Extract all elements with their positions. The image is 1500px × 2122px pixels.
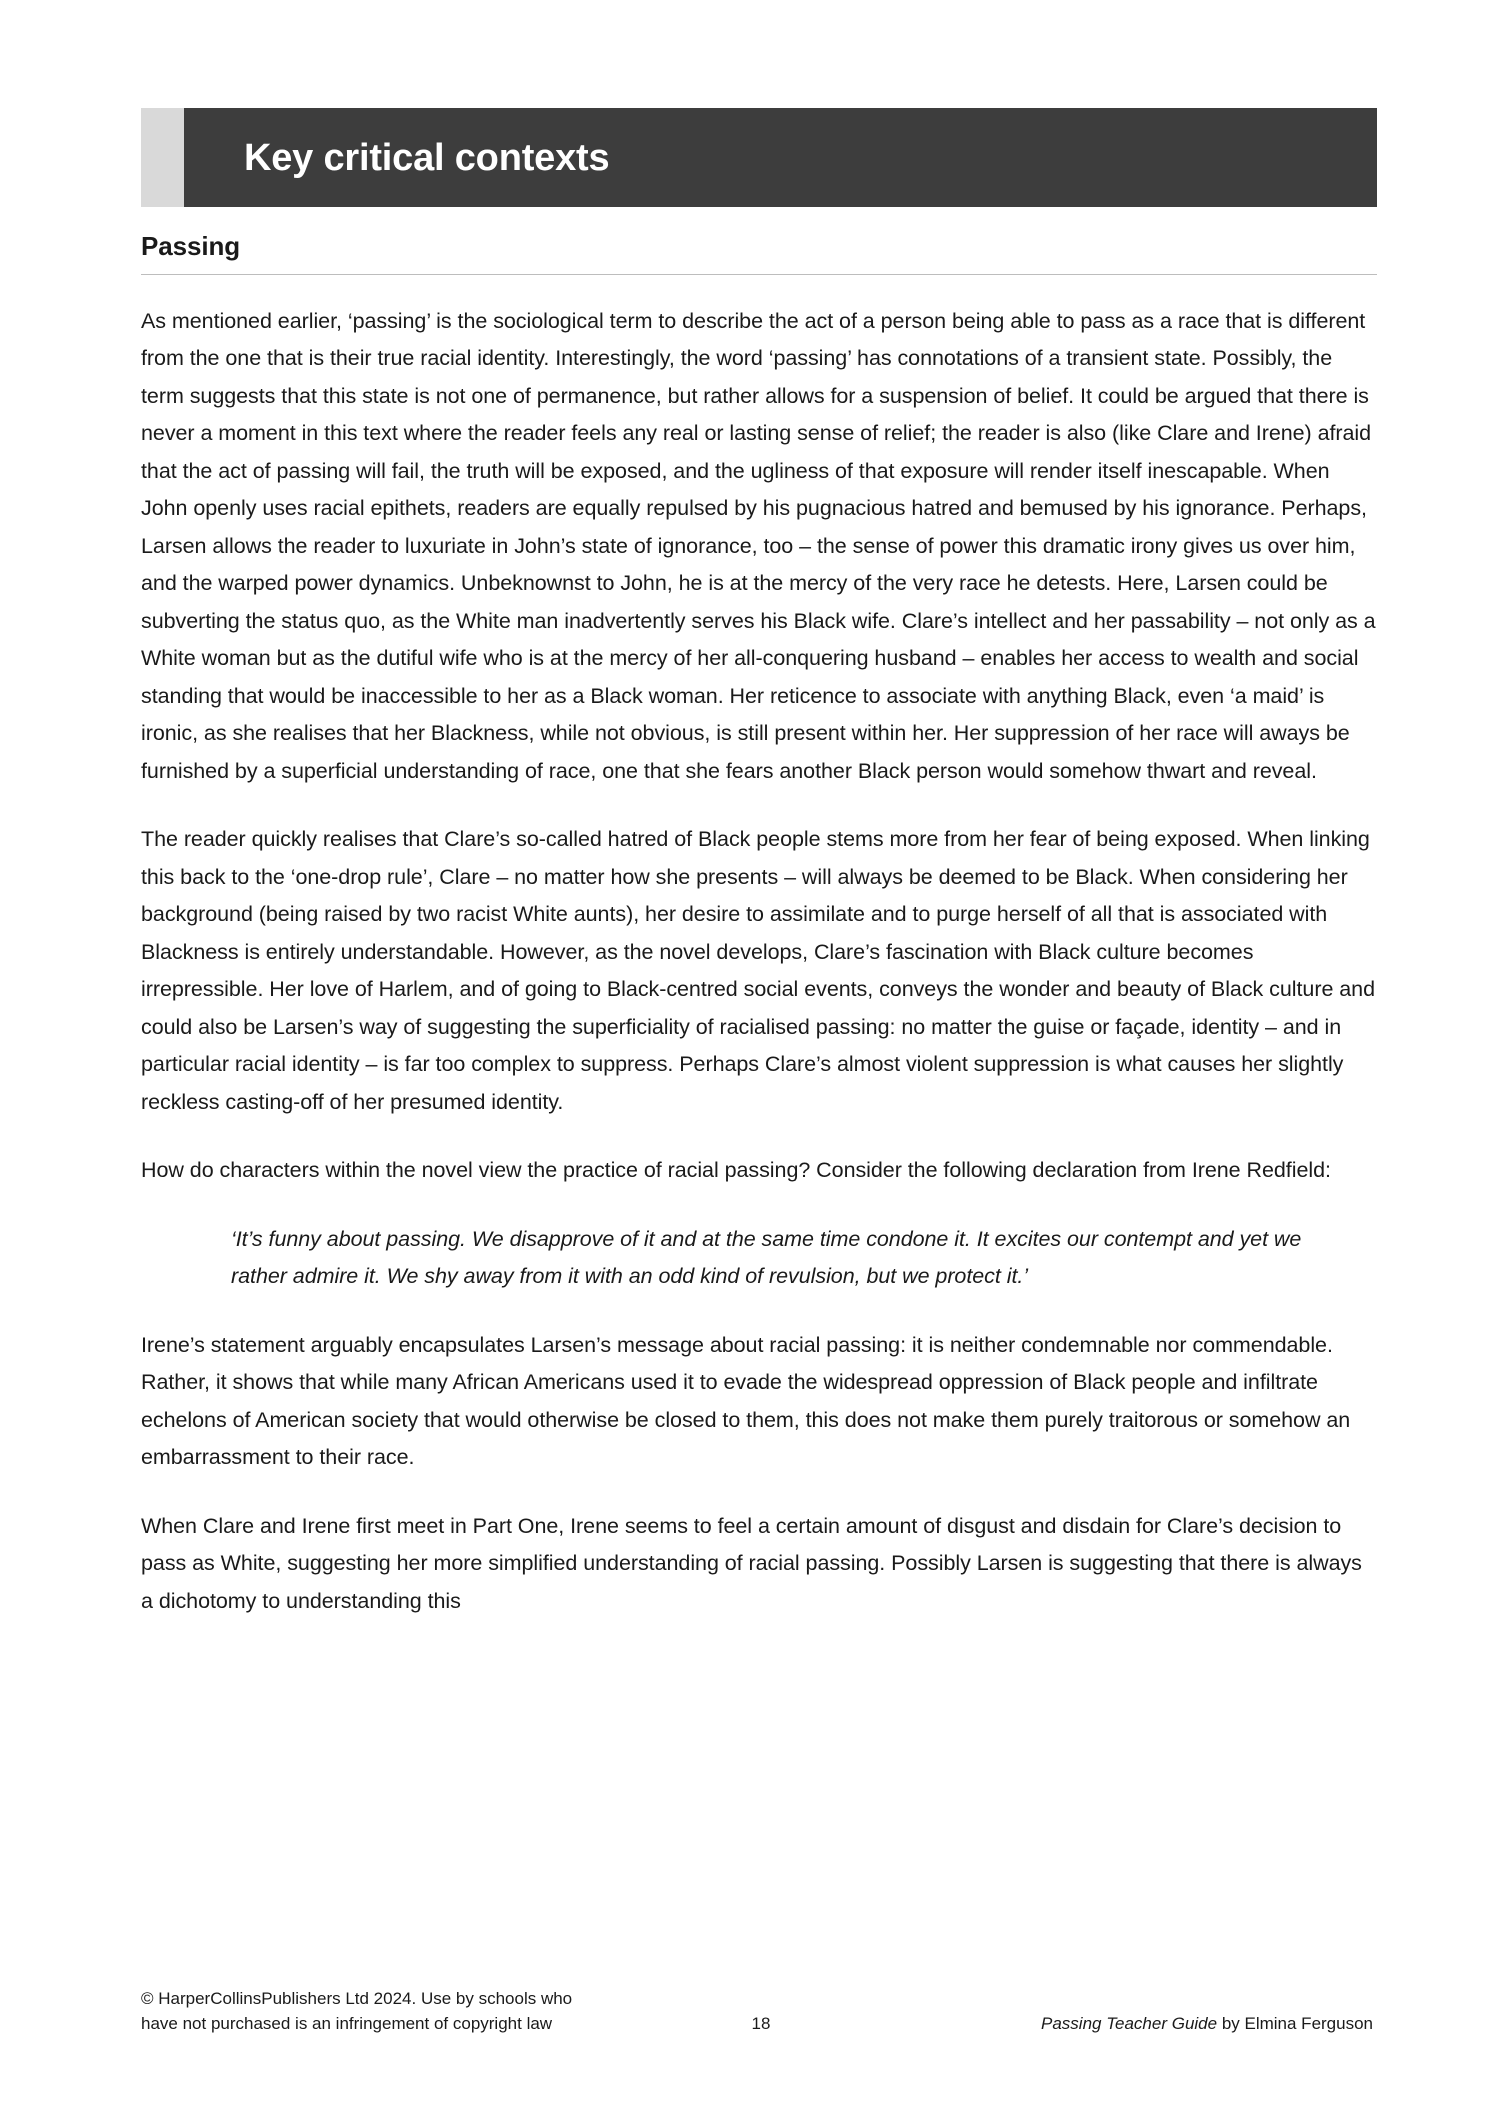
footer-guide-credit <box>851 2011 1377 2036</box>
document-content <box>141 232 1377 1620</box>
footer-guide-author: by Elmina Ferguson <box>1217 2014 1373 2033</box>
blockquote-irene-redfield: ‘It’s funny about passing. We disapprove of it and at the same time condone it. It excites our contempt and yet we rather admire it. We shy away from it with an odd kind of revulsion, but we protect it.’ <box>231 1226 1302 1289</box>
paragraph-3: How do characters within the novel view the practice of racial passing? Consider the following declaration from Irene Redfield: <box>141 1158 1331 1183</box>
page-footer <box>141 1986 1377 2036</box>
footer-copyright <box>141 1986 671 2036</box>
paragraph-1: As mentioned earlier, ‘passing’ is the sociological term to describe the act of a person being able to pass as a race that is different from the one that is their true racial identity. Interestingly, the word ‘passing’ has connotations of a transient state. Possibly, the term suggests that this state is not one of permanence, but rather allows for a suspension of belief. It could be argued that there is never a moment in this text where the reader feels any real or lasting sense of relief; the reader is also (like Clare and Irene) afraid that the act of passing will fail, the truth will be exposed, and the ugliness of that exposure will render itself inescapable. When John openly uses racial epithets, readers are equally repulsed by his pugnacious hatred and bemused by his ignorance. Perhaps, Larsen allows the reader to luxuriate in John’s state of ignorance, too – the sense of power this dramatic irony gives us over him, and the warped power dynamics. Unbeknownst to John, he is at the mercy of the very race he detests. Here, Larsen could be subverting the status quo, as the White man inadvertently serves his Black wife. Clare’s intellect and her passability – not only as a White woman but as the dutiful wife who is at the mercy of her all-conquering husband – enables her access to wealth and social standing that would be inaccessible to her as a Black woman. Her reticence to associate with anything Black, even ‘a maid’ is ironic, as she realises that her Blackness, while not obvious, is still present within her. Her suppression of her race will aways be furnished by a superficial understanding of race, one that she fears another Black person would somehow thwart and reveal. <box>141 308 1376 783</box>
banner-accent-block <box>141 108 184 207</box>
paragraph-5: When Clare and Irene first meet in Part One, Irene seems to feel a certain amount of disgust and disdain for Clare’s decision to pass as White, suggesting her more simplified understanding of racial passing. Possibly Larsen is suggesting that there is always a dichotomy to understanding this <box>141 1513 1362 1613</box>
footer-copyright-line-2: have not purchased is an infringement of copyright law <box>141 2014 553 2033</box>
paragraph-2: The reader quickly realises that Clare’s so-called hatred of Black people stems more from her fear of being exposed. When linking this back to the ‘one-drop rule’, Clare – no matter how she presents – will always be deemed to be Black. When considering her background (being raised by two racist White aunts), her desire to assimilate and to purge herself of all that is associated with Blackness is entirely understandable. However, as the novel develops, Clare’s fascination with Black culture becomes irrepressible. Her love of Harlem, and of going to Black-centred social events, conveys the wonder and beauty of Black culture and could also be Larsen’s way of suggesting the superficiality of racialised passing: no matter the guise or façade, identity – and in particular racial identity – is far too complex to suppress. Perhaps Clare’s almost violent suppression is what causes her slightly reckless casting-off of her presumed identity. <box>141 827 1375 1114</box>
footer-page-number: 18 <box>751 2014 771 2033</box>
footer-copyright-line-1: © HarperCollinsPublishers Ltd 2024. Use by schools who <box>141 1989 573 2008</box>
paragraph-4: Irene’s statement arguably encapsulates Larsen’s message about racial passing: it is neither condemnable nor commendable. Rather, it shows that while many African Americans used it to evade the widespread oppression of Black people and infiltrate echelons of American society that would otherwise be closed to them, this does not make them purely traitorous or somehow an embarrassment to their race. <box>141 1332 1351 1470</box>
page-title: Passing <box>141 231 241 261</box>
heading-divider <box>141 274 1377 275</box>
footer-guide-title: Passing Teacher Guide <box>1041 2014 1218 2033</box>
banner-title: Key critical contexts <box>244 136 610 179</box>
banner-bar <box>184 108 1377 207</box>
section-banner <box>141 108 1377 207</box>
